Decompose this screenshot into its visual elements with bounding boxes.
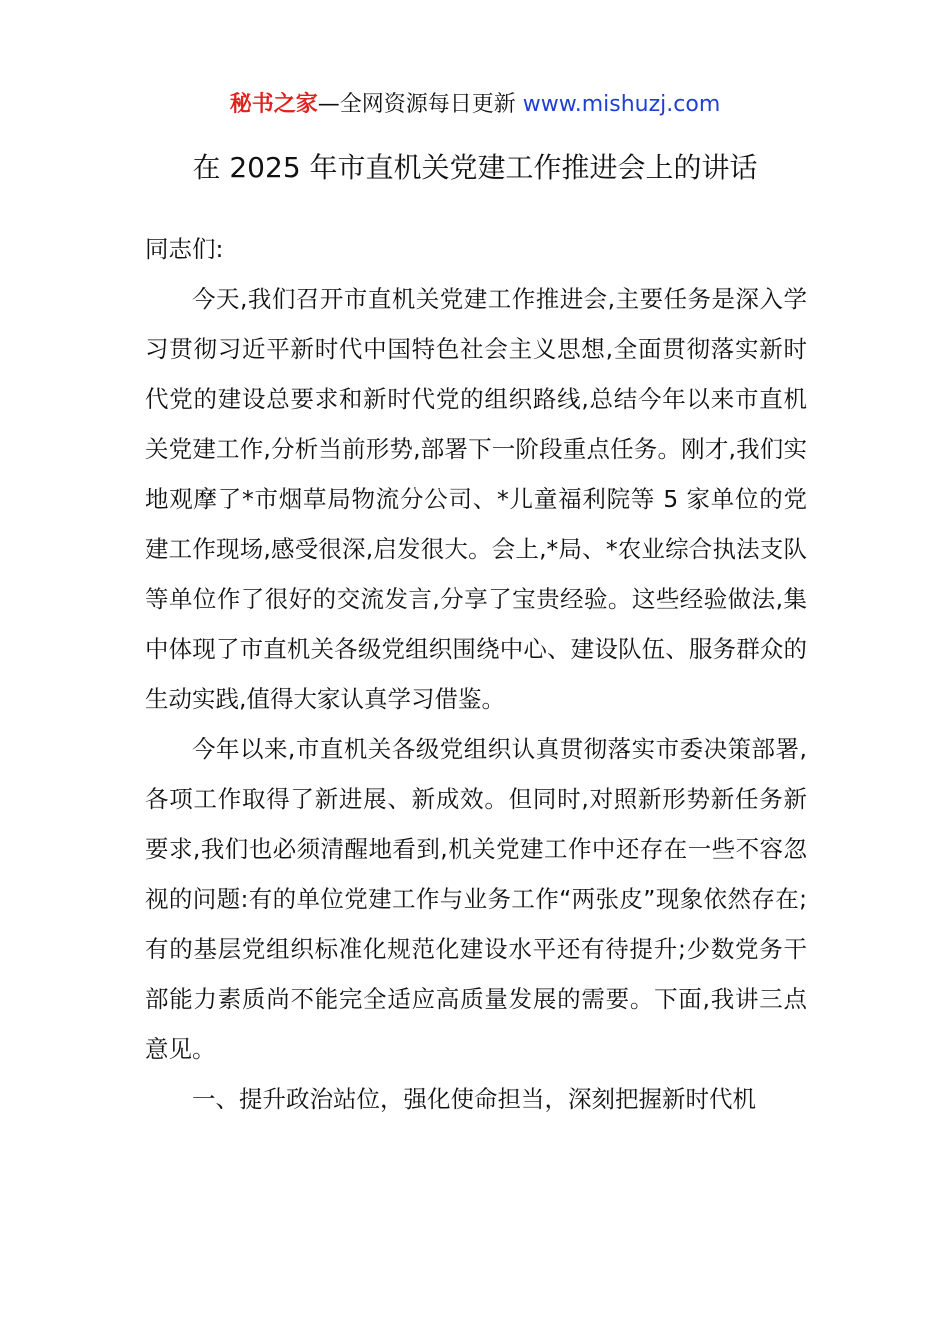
site-url: www.mishuzj.com [522,92,721,117]
header-slogan: —全网资源每日更新 [317,92,523,117]
paragraph: 今年以来,市直机关各级党组织认真贯彻落实市委决策部署,各项工作取得了新进展、新成效。但同时,对照新形势新任务新要求,我们也必须清醒地看到,机关党建工作中还存在一些不容忽视的问题:有的单位党建工作与业务工作“两张皮”现象依然存在;有的基层党组织标准化规范化建设水平还有待提升;少数党务干部能力素质尚不能完全适应高质量发展的需要。下面,我讲三点意见。 [145,735,807,1063]
brand-name: 秘书之家 [229,92,318,117]
document-title: 在 2025 年市直机关党建工作推进会上的讲话 [192,151,758,184]
salutation: 同志们: [145,235,224,263]
paragraph: 今天,我们召开市直机关党建工作推进会,主要任务是深入学习贯彻习近平新时代中国特色社会主义思想,全面贯彻落实新时代党的建设总要求和新时代党的组织路线,总结今年以来市直机关党建工作,分析当前形势,部署下一阶段重点任务。刚才,我们实地观摩了*市烟草局物流分公司、*儿童福利院等 5 家单位的党建工作现场,感受很深,启发很大。会上,*局、*农业综合执法支队等单位作了很好的交流发言,分享了宝贵经验。这些经验做法,集中体现了市直机关各级党组织围绕中心、建设队伍、服务群众的生动实践,值得大家认真学习借鉴。 [145,285,807,713]
site-header [0,88,950,122]
document-body [145,224,807,1124]
section-heading: 一、提升政治站位，强化使命担当，深刻把握新时代机 [192,1085,756,1113]
